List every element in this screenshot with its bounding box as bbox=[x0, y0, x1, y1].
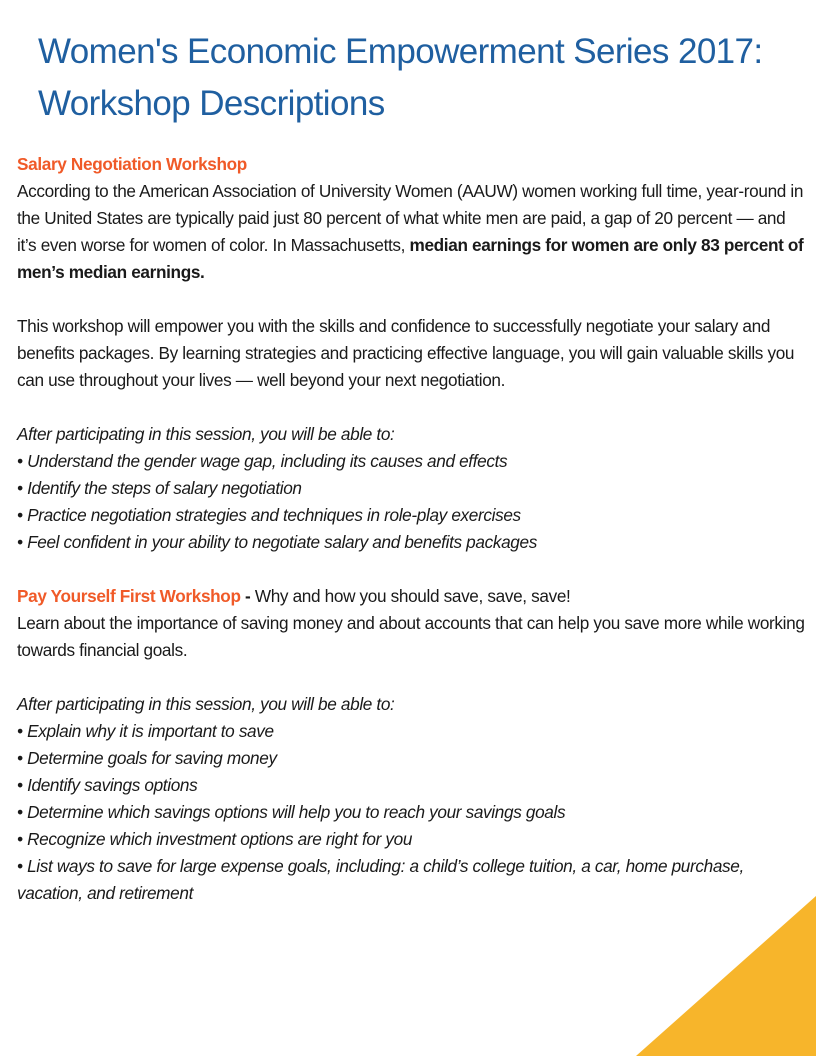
spacer bbox=[17, 664, 807, 691]
salary-outcomes-list bbox=[17, 448, 807, 556]
salary-outcomes-intro: After participating in this session, you will be able to: bbox=[17, 424, 395, 444]
corner-triangle-shape bbox=[636, 896, 816, 1056]
pyf-outcomes-list bbox=[17, 718, 807, 907]
list-item: • Practice negotiation strategies and techniques in role-play exercises bbox=[17, 505, 521, 525]
pyf-outcomes-intro: After participating in this session, you will be able to: bbox=[17, 694, 395, 714]
list-item: • Determine which savings options will help you to reach your savings goals bbox=[17, 802, 566, 822]
list-item: • Understand the gender wage gap, including its causes and effects bbox=[17, 451, 508, 471]
list-item: • List ways to save for large expense goals, including: a child’s college tuition, a car, home purchase, vacation, and retirement bbox=[17, 856, 744, 903]
salary-paragraph-1 bbox=[17, 178, 807, 286]
salary-paragraph-1-text: According to the American Association of University Women (AAUW) women working full time, year-round in the United States are typically paid just 80 percent of what white men are paid, a gap of 20 percent — and it’s even worse for women of color. In Massachusetts, bbox=[17, 181, 804, 255]
section-heading-pyf: Pay Yourself First Workshop bbox=[17, 586, 241, 606]
list-item: • Identify the steps of salary negotiation bbox=[17, 478, 302, 498]
section-heading-salary: Salary Negotiation Workshop bbox=[17, 154, 247, 174]
spacer bbox=[17, 556, 807, 583]
list-item: • Identify savings options bbox=[17, 775, 198, 795]
corner-triangle-decoration bbox=[636, 896, 816, 1056]
salary-paragraph-2: This workshop will empower you with the skills and confidence to successfully negotiate your salary and benefits packages. By learning strategies and practicing effective language, you will gain valuable skills you can use throughout your lives — well beyond your next negotiation. bbox=[17, 316, 795, 390]
list-item: • Explain why it is important to save bbox=[17, 721, 274, 741]
list-item: • Determine goals for saving money bbox=[17, 748, 277, 768]
document-body bbox=[17, 151, 807, 907]
list-item: • Recognize which investment options are right for you bbox=[17, 829, 413, 849]
page-title: Women's Economic Empowerment Series 2017: Workshop Descriptions bbox=[38, 32, 763, 123]
section-salary-negotiation bbox=[17, 151, 807, 556]
section-pay-yourself-first bbox=[17, 583, 807, 907]
pyf-heading-line bbox=[17, 583, 807, 610]
spacer bbox=[17, 394, 807, 421]
salary-paragraph-1-bold: median earnings for women are only 83 percent of men’s median earnings. bbox=[17, 235, 804, 282]
heading-separator: - bbox=[240, 586, 255, 606]
spacer bbox=[17, 286, 807, 313]
list-item: • Feel confident in your ability to negotiate salary and benefits packages bbox=[17, 532, 537, 552]
pyf-paragraph-1: Learn about the importance of saving money and about accounts that can help you save more while working towards financial goals. bbox=[17, 613, 805, 660]
pyf-tagline: Why and how you should save, save, save! bbox=[254, 586, 571, 606]
